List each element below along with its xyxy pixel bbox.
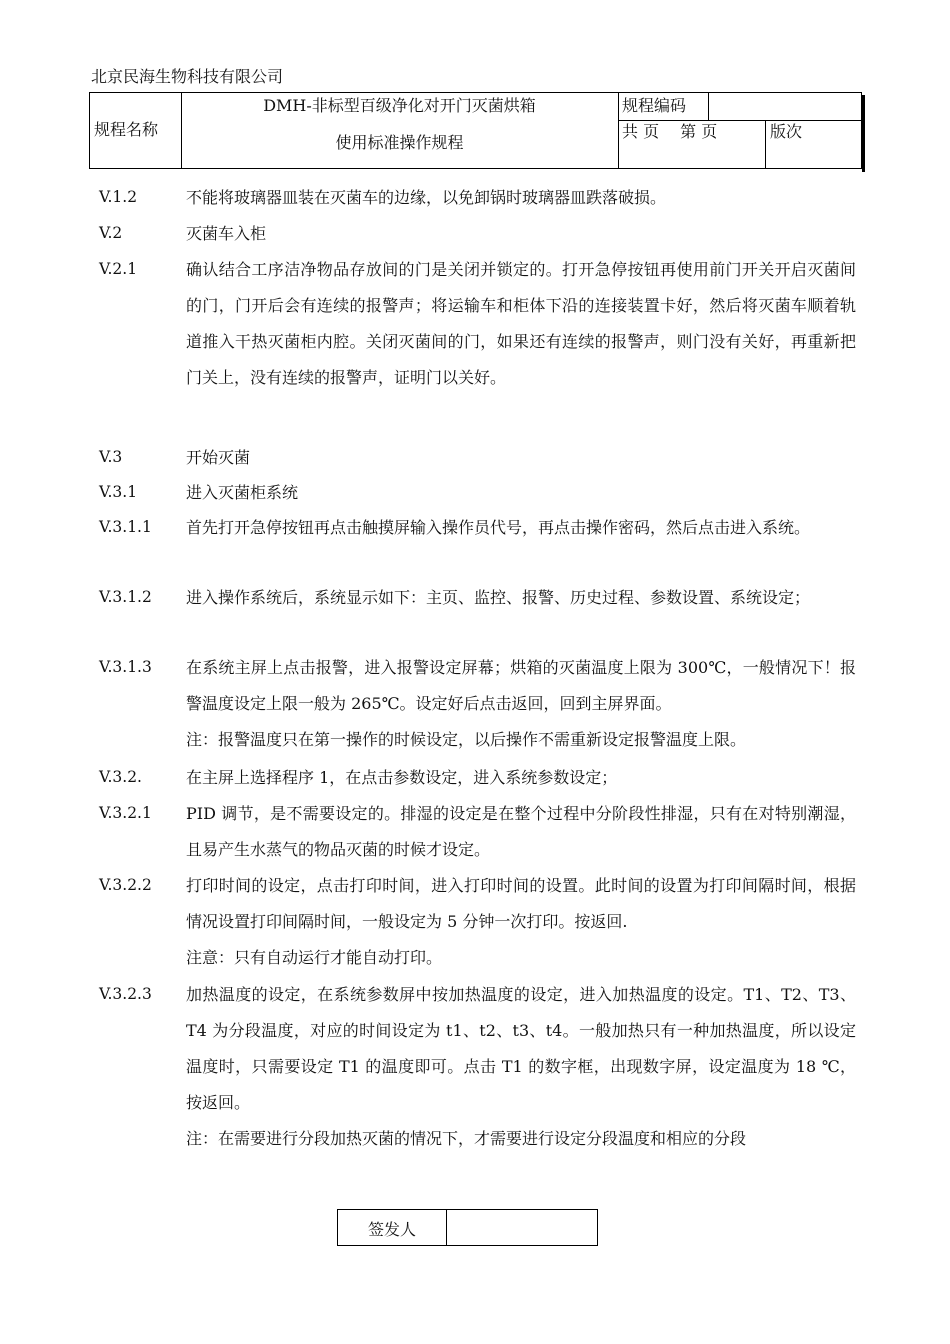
paragraph: 在系统主屏上点击报警，进入报警设定屏幕；烘箱的灭菌温度上限为 300℃，一般情况下！报警温度设定上限一般为 265℃。设定好后点击返回，回到主屏界面。 [186, 658, 856, 713]
procedure-title-line2: 使用标准操作规程 [335, 133, 464, 152]
paragraph: 首先打开急停按钮再点击触摸屏输入操作员代号，再点击操作密码，然后点击进入系统。 [186, 518, 811, 537]
section-number: V.2 [99, 224, 123, 242]
version-label: 版次 [770, 122, 803, 141]
section-text [186, 977, 856, 1157]
paragraph: 灭菌车入柜 [186, 224, 267, 243]
paragraph: 开始灭菌 [186, 448, 251, 467]
paragraph: 打印时间的设定，点击打印时间，进入打印时间的设置。此时间的设置为打印间隔时间，根据情况设置打印间隔时间，一般设定为 5 分钟一次打印。按返回. [186, 876, 856, 931]
section-text [186, 252, 856, 396]
section-number: V.3.1 [99, 483, 138, 501]
paragraph: 加热温度的设定，在系统参数屏中按加热温度的设定，进入加热温度的设定。T1、T2、T3、T4 为分段温度，对应的时间设定为 t1、t2、t3、t4。一般加热只有一种加热温度，所以设定温度时，只需要设定 T1 的温度即可。点击 T1 的数字框，出现数字屏，设定温度为 18 ℃，按返回。 [186, 985, 856, 1112]
section-number: V.3.1.2 [99, 588, 152, 606]
procedure-name-label: 规程名称 [94, 120, 159, 139]
section-number: V.3.2.2 [99, 876, 152, 894]
section-number: V.3.1.1 [99, 518, 152, 536]
note-paragraph: 注意：只有自动运行才能自动打印。 [186, 948, 443, 967]
page-count-label: 共 页 第 页 [622, 122, 718, 141]
section-number: V.3 [99, 448, 123, 466]
section-number: V.3.2. [99, 768, 142, 786]
section-text [186, 510, 856, 546]
signature-divider [446, 1210, 447, 1245]
procedure-title-line1: DMH-非标型百级净化对开门灭菌烘箱 [263, 96, 536, 115]
note-paragraph: 注：在需要进行分段加热灭菌的情况下，才需要进行设定分段温度和相应的分段 [186, 1129, 747, 1148]
section-text [186, 650, 856, 758]
section-number: V.3.1.3 [99, 658, 152, 676]
section-text [186, 580, 856, 616]
section-text [186, 760, 856, 796]
paragraph: 确认结合工序洁净物品存放间的门是关闭并锁定的。打开急停按钮再使用前门开关开启灭菌间的门，门开后会有连续的报警声；将运输车和柜体下沿的连接装置卡好，然后将灭菌车顺着轨道推入干热灭菌柜内腔。关闭灭菌间的门，如果还有连续的报警声，则门没有关好，再重新把门关上，没有连续的报警声，证明门以关好。 [186, 260, 856, 387]
paragraph: 进入灭菌柜系统 [186, 483, 299, 502]
note-paragraph: 注：报警温度只在第一操作的时候设定，以后操作不需重新设定报警温度上限。 [186, 730, 747, 749]
section-text [186, 475, 856, 511]
paragraph: 不能将玻璃器皿装在灭菌车的边缘，以免卸锅时玻璃器皿跌落破损。 [186, 188, 667, 207]
paragraph: PID 调节，是不需要设定的。排湿的设定是在整个过程中分阶段性排湿，只有在对特别潮湿，且易产生水蒸气的物品灭菌的时候才设定。 [186, 804, 856, 859]
section-text [186, 868, 856, 976]
section-text [186, 180, 856, 216]
signature-box [337, 1209, 598, 1246]
header-shadow [862, 95, 865, 172]
section-number: V.3.2.3 [99, 985, 152, 1003]
procedure-code-label: 规程编码 [622, 96, 687, 115]
section-number: V.3.2.1 [99, 804, 152, 822]
section-text [186, 796, 856, 868]
section-text [186, 440, 856, 476]
header-table [89, 92, 862, 169]
paragraph: 在主屏上选择程序 1，在点击参数设定，进入系统参数设定； [186, 768, 618, 787]
section-number: V.2.1 [99, 260, 138, 278]
section-number: V.1.2 [99, 188, 138, 206]
company-name: 北京民海生物科技有限公司 [91, 67, 284, 86]
signer-label: 签发人 [367, 1220, 416, 1239]
paragraph: 进入操作系统后，系统显示如下：主页、监控、报警、历史过程、参数设置、系统设定； [186, 588, 811, 607]
section-text [186, 216, 856, 252]
